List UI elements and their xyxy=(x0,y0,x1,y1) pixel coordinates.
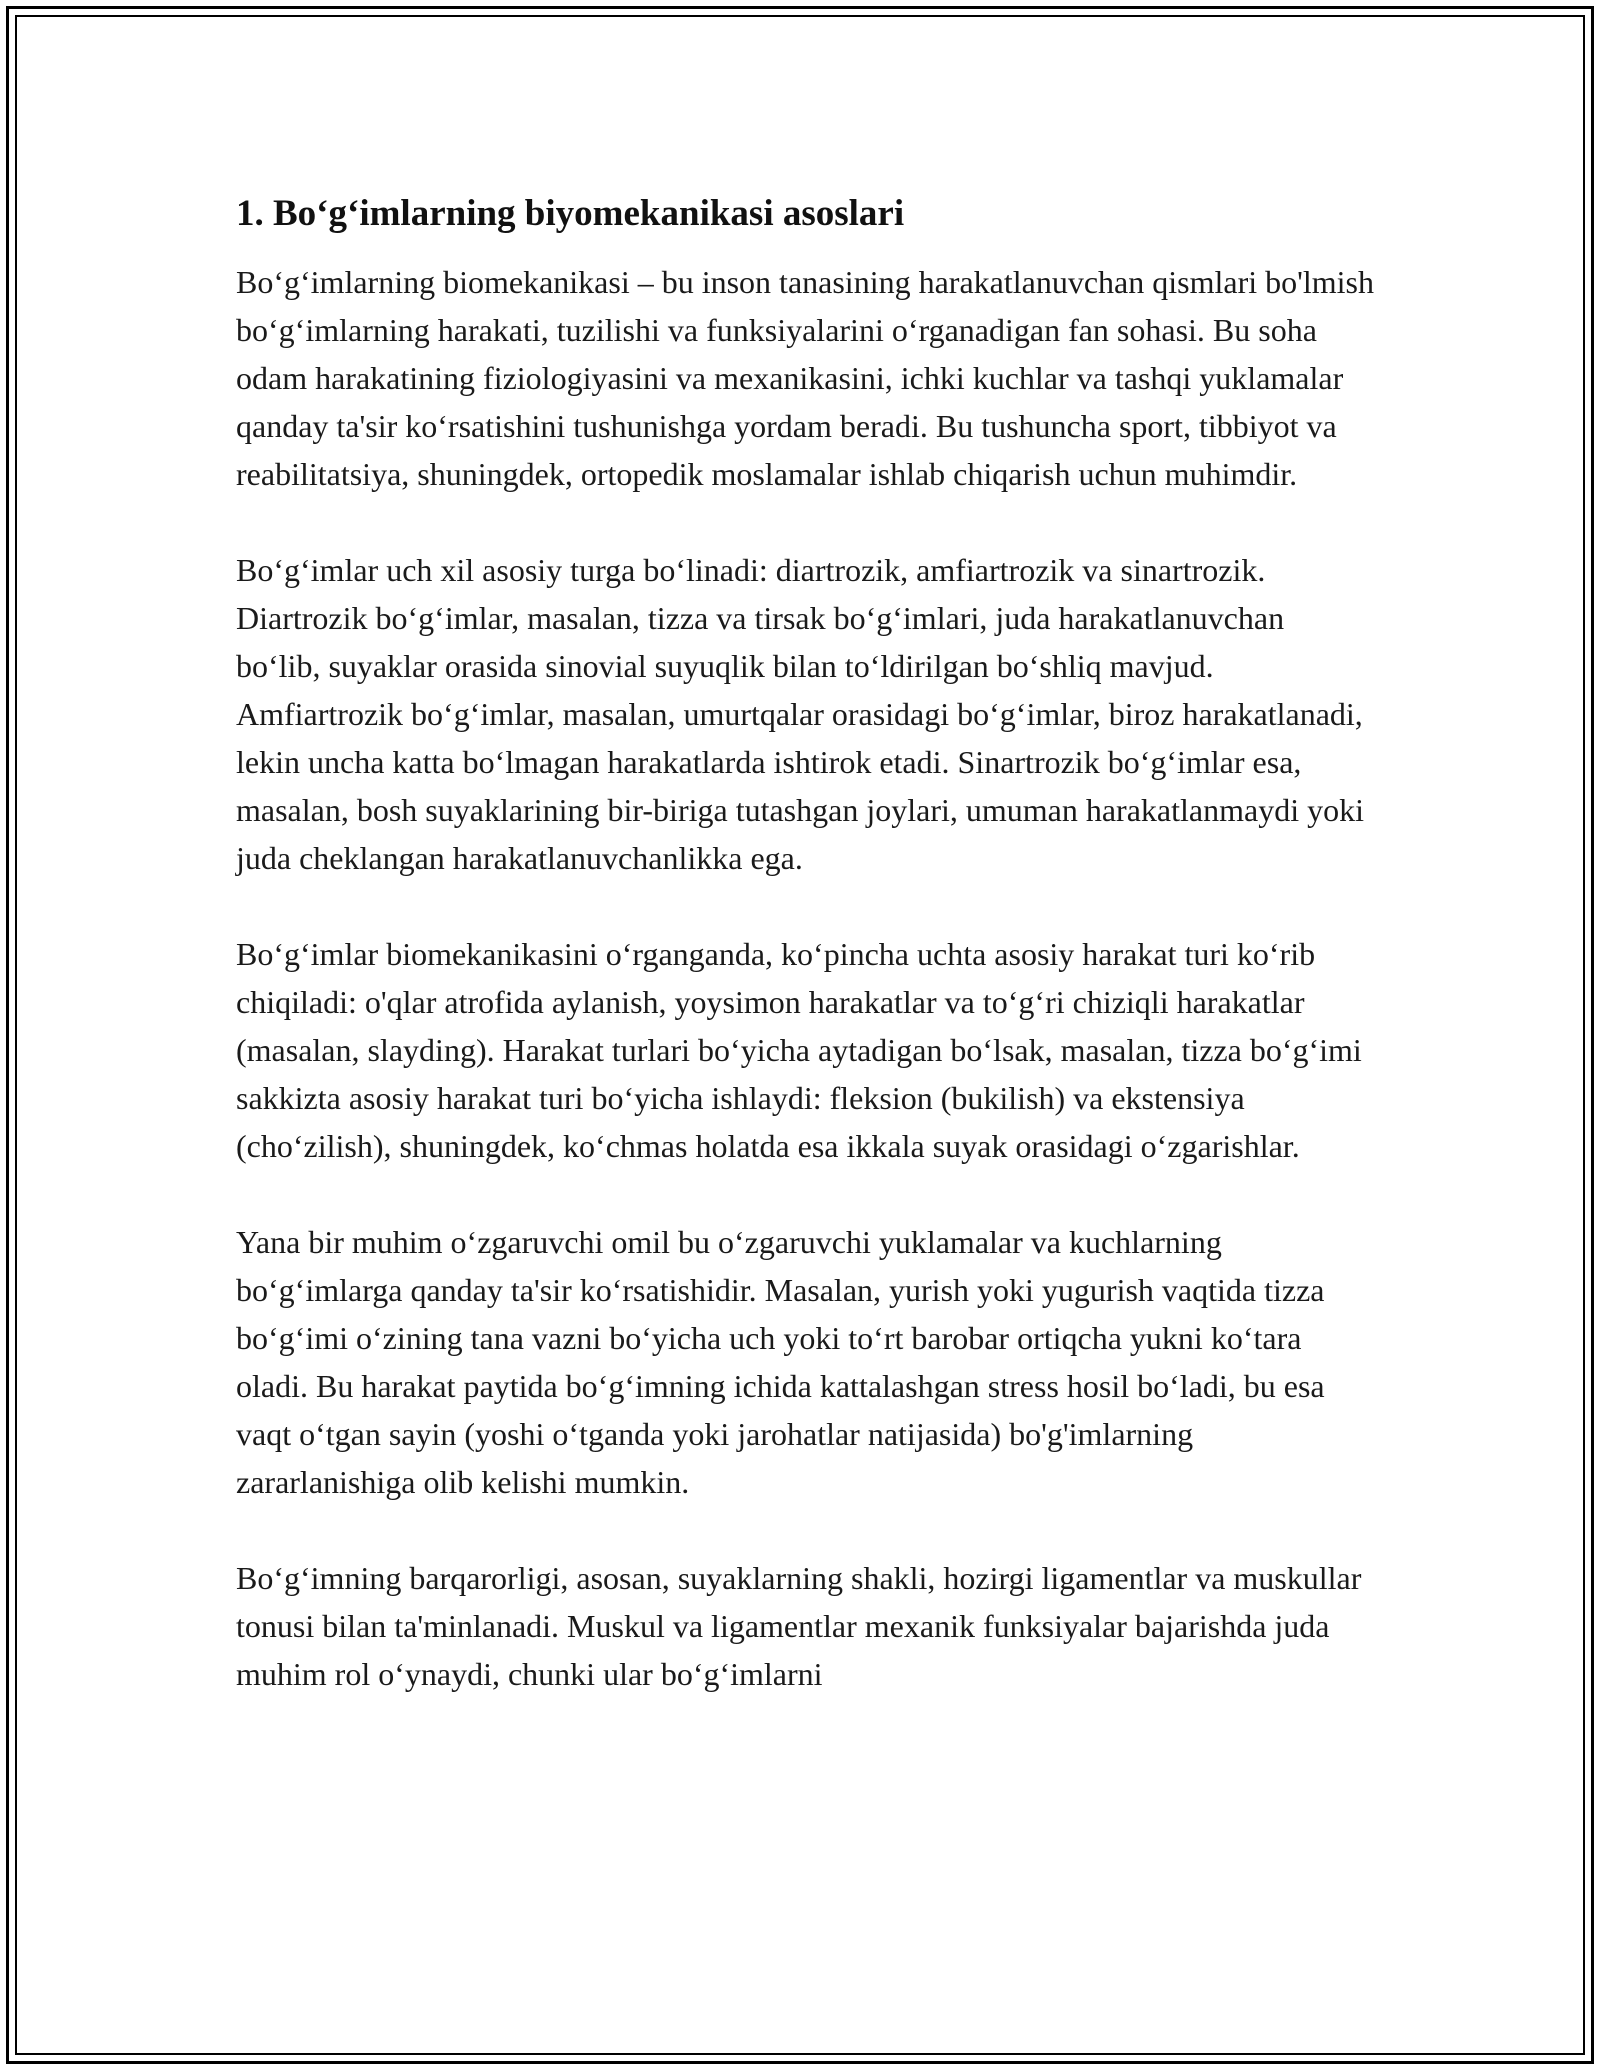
paragraph-2: Bo‘g‘imlar uch xil asosiy turga bo‘linadi: diartrozik, amfiartrozik va sinartrozik. Diartrozik bo‘g‘imlar, masalan, tizza va tirsak bo‘g‘imlari, juda harakatlanuvchan bo‘lib, suyaklar orasida sinovial suyuqlik bilan to‘ldirilgan bo‘shliq mavjud. Amfiartrozik bo‘g‘imlar, masalan, umurtqalar orasidagi bo‘g‘imlar, biroz harakatlanadi, lekin uncha katta bo‘lmagan harakatlarda ishtirok etadi. Sinartrozik bo‘g‘imlar esa, masalan, bosh suyaklarining bir-biriga tutashgan joylari, umuman harakatlanmaydi yoki juda cheklangan harakatlanuvchanlikka ega. xyxy=(236,552,1364,876)
document-content xyxy=(236,190,1376,1746)
paragraph-3: Bo‘g‘imlar biomekanikasini o‘rganganda, ko‘pincha uchta asosiy harakat turi ko‘rib chiqiladi: o'qlar atrofida aylanish, yoysimon harakatlar va to‘g‘ri chiziqli harakatlar (masalan, slayding). Harakat turlari bo‘yicha aytadigan bo‘lsak, masalan, tizza bo‘g‘imi sakkizta asosiy harakat turi bo‘yicha ishlaydi: fleksion (bukilish) va ekstensiya (cho‘zilish), shuningdek, ko‘chmas holatda esa ikkala suyak orasidagi o‘zgarishlar. xyxy=(236,936,1362,1164)
paragraph-1: Bo‘g‘imlarning biomekanikasi – bu inson tanasining harakatlanuvchan qismlari bo'lmish bo‘g‘imlarning harakati, tuzilishi va funksiyalarini o‘rganadigan fan sohasi. Bu soha odam harakatining fiziologiyasini va mexanikasini, ichki kuchlar va tashqi yuklamalar qanday ta'sir ko‘rsatishini tushunishga yordam beradi. Bu tushuncha sport, tibbiyot va reabilitatsiya, shuningdek, ortopedik moslamalar ishlab chiqarish uchun muhimdir. xyxy=(236,264,1374,492)
section-title: 1. Bo‘g‘imlarning biyomekanikasi asoslari xyxy=(236,193,905,234)
paragraph-4: Yana bir muhim o‘zgaruvchi omil bu o‘zgaruvchi yuklamalar va kuchlarning bo‘g‘imlarga qanday ta'sir ko‘rsatishidir. Masalan, yurish yoki yugurish vaqtida tizza bo‘g‘imi o‘zining tana vazni bo‘yicha uch yoki to‘rt barobar ortiqcha yukni ko‘tara oladi. Bu harakat paytida bo‘g‘imning ichida kattalashgan stress hosil bo‘ladi, bu esa vaqt o‘tgan sayin (yoshi o‘tganda yoki jarohatlar natijasida) bo'g'imlarning zararlanishiga olib kelishi mumkin. xyxy=(236,1224,1325,1500)
paragraph-5: Bo‘g‘imning barqarorligi, asosan, suyaklarning shakli, hozirgi ligamentlar va muskullar tonusi bilan ta'minlanadi. Muskul va ligamentlar mexanik funksiyalar bajarishda juda muhim rol o‘ynaydi, chunki ular bo‘g‘imlarni xyxy=(236,1560,1362,1692)
